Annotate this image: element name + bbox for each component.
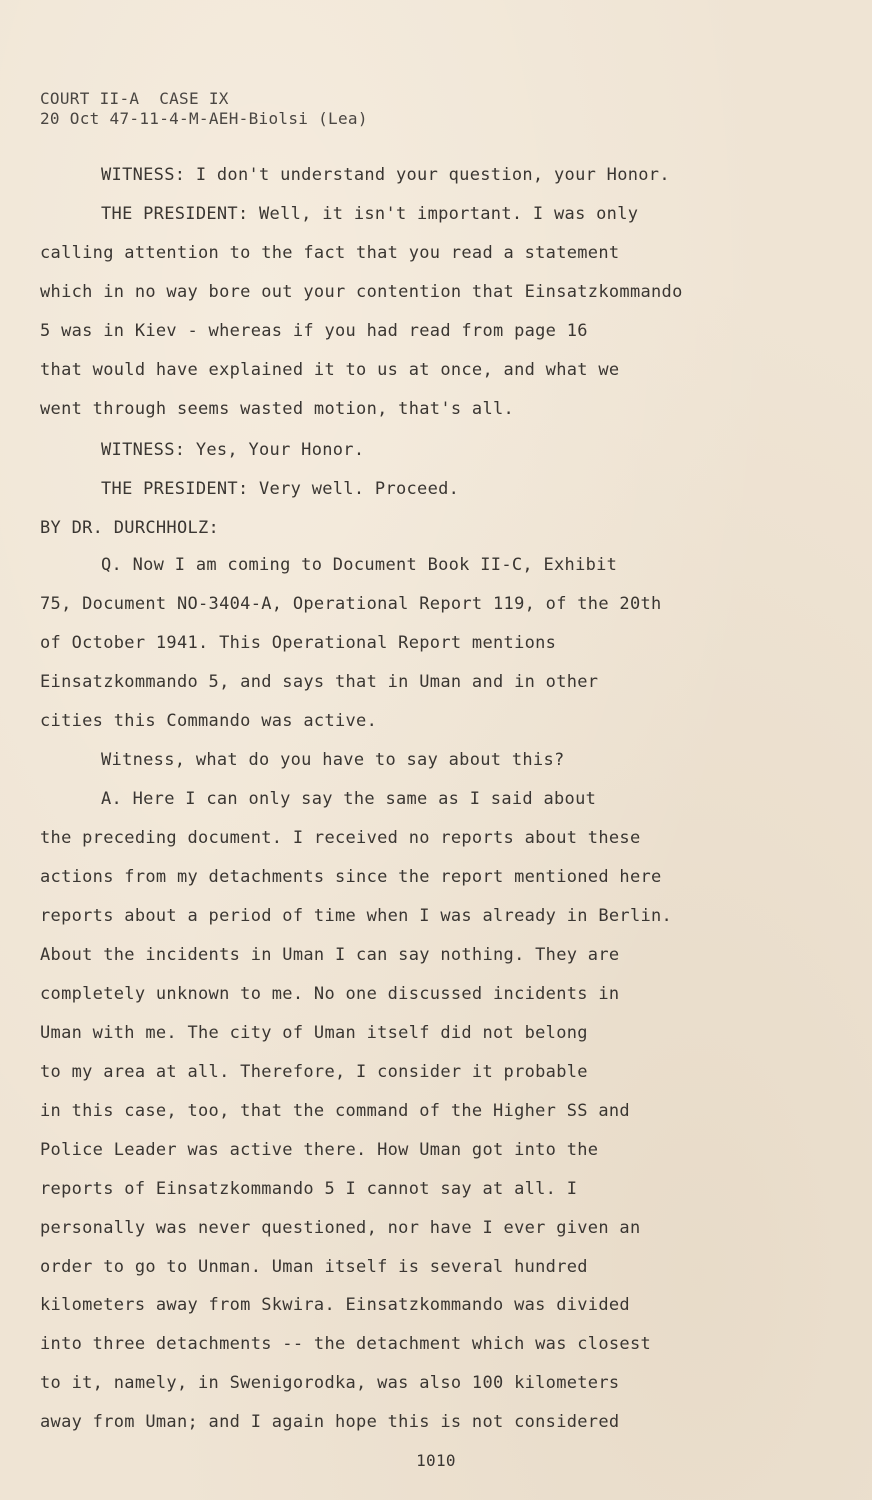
body-line: order to go to Unman. Uman itself is several hundred	[40, 1257, 588, 1277]
body-line: reports about a period of time when I was already in Berlin.	[40, 906, 673, 926]
body-line: A. Here I can only say the same as I said about	[101, 789, 597, 809]
body-line: to my area at all. Therefore, I consider it probable	[40, 1062, 588, 1082]
body-line: About the incidents in Uman I can say nothing. They are	[40, 945, 620, 965]
body-line: WITNESS: I don't understand your question, your Honor.	[101, 165, 670, 185]
body-line: THE PRESIDENT: Well, it isn't important. I was only	[101, 204, 639, 224]
body-line: BY DR. DURCHHOLZ:	[40, 518, 220, 538]
body-line: which in no way bore out your contention that Einsatzkommando	[40, 282, 683, 302]
body-line: Q. Now I am coming to Document Book II-C, Exhibit	[101, 555, 618, 575]
body-line: personally was never questioned, nor have I ever given an	[40, 1218, 641, 1238]
body-line: the preceding document. I received no reports about these	[40, 828, 641, 848]
body-line: to it, namely, in Swenigorodka, was also 100 kilometers	[40, 1373, 620, 1393]
body-line: completely unknown to me. No one discussed incidents in	[40, 984, 620, 1004]
body-line: cities this Commando was active.	[40, 711, 378, 731]
body-line: in this case, too, that the command of the Higher SS and	[40, 1101, 630, 1121]
body-line: 5 was in Kiev - whereas if you had read from page 16	[40, 321, 588, 341]
body-line: into three detachments -- the detachment which was closest	[40, 1334, 652, 1354]
body-line: actions from my detachments since the report mentioned here	[40, 867, 662, 887]
body-line: Einsatzkommando 5, and says that in Uman and in other	[40, 672, 599, 692]
page-number: 1010	[416, 1451, 456, 1470]
body-line: away from Uman; and I again hope this is not considered	[40, 1412, 620, 1432]
body-line: went through seems wasted motion, that's all.	[40, 399, 515, 419]
body-line: Witness, what do you have to say about this?	[101, 750, 565, 770]
body-line: reports of Einsatzkommando 5 I cannot say at all. I	[40, 1179, 578, 1199]
body-line: 75, Document NO-3404-A, Operational Report 119, of the 20th	[40, 594, 662, 614]
header-line-1: COURT II-A CASE IX	[40, 89, 229, 108]
body-line: kilometers away from Skwira. Einsatzkommando was divided	[40, 1295, 630, 1315]
body-line: Uman with me. The city of Uman itself did not belong	[40, 1023, 588, 1043]
body-line: WITNESS: Yes, Your Honor.	[101, 440, 365, 460]
body-line: that would have explained it to us at once, and what we	[40, 360, 620, 380]
body-line: calling attention to the fact that you read a statement	[40, 243, 620, 263]
header-line-2: 20 Oct 47-11-4-M-AEH-Biolsi (Lea)	[40, 109, 368, 128]
body-line: of October 1941. This Operational Report mentions	[40, 633, 557, 653]
body-line: THE PRESIDENT: Very well. Proceed.	[101, 479, 460, 499]
body-line: Police Leader was active there. How Uman got into the	[40, 1140, 599, 1160]
